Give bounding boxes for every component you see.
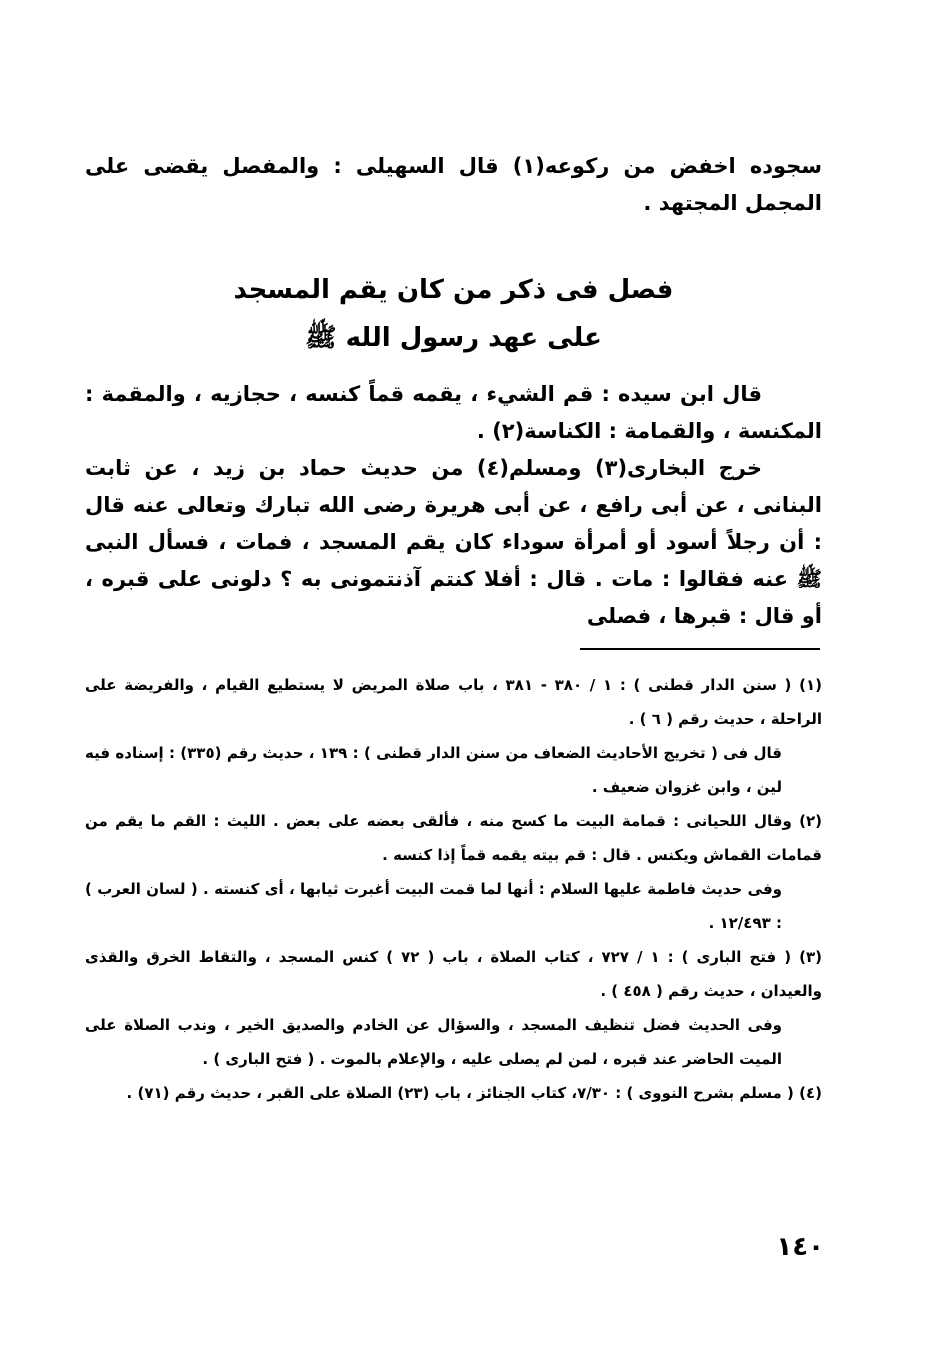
footnote-2-continuation: وفى حديث فاطمة عليها السلام : أنها لما قمت البيت أغبرت ثيابها ، أى كنسته . ( لسان العرب ) : ١٢/٤٩٣ . bbox=[85, 880, 782, 932]
main-text bbox=[85, 148, 822, 635]
footnote-2: (٢) وقال اللحيانى : قمامة البيت ما كسح منه ، فألقى بعضه على بعض . الليث : القم ما يقم من قمامات القماش ويكنس . قال : قم بيته يقمه قماً إذا كنسه . bbox=[85, 812, 822, 864]
paragraph-ibn-sidah: قال ابن سيده : قم الشيء ، يقمه قماً كنسه ، حجازيه ، والمقمة : المكنسة ، والقمامة : الكناسة(٢) . bbox=[85, 382, 822, 443]
paragraph-hadith: خرج البخارى(٣) ومسلم(٤) من حديث حماد بن زيد ، عن ثابت البنانى ، عن أبى رافع ، عن أبى هريرة رضى الله تبارك وتعالى عنه قال : أن رجلاً أسود أو أمرأة سوداء كان يقم المسجد ، فمات ، فسأل النبى ﷺ عنه فقالوا : مات . قال : أفلا كنتم آذنتمونى به ؟ دلونى على قبره ، أو قال : قبرها ، فصلى bbox=[85, 456, 822, 628]
footnote-separator bbox=[580, 648, 820, 650]
footnote-1-continuation: قال فى ( تخريج الأحاديث الضعاف من سنن الدار قطنى ) : ١٣٩ ، حديث رقم (٣٣٥) : إسناده فيه لين ، وابن غزوان ضعيف . bbox=[85, 744, 783, 796]
heading-line-2: على عهد رسول الله ﷺ bbox=[305, 323, 602, 353]
page-number: ١٤٠ bbox=[776, 1232, 824, 1262]
footnotes bbox=[85, 668, 822, 1110]
paragraph-intro: سجوده اخفض من ركوعه(١) قال السهيلى : والمفصل يقضى على المجمل المجتهد . bbox=[85, 154, 823, 215]
footnote-3: (٣) ( فتح البارى ) : ١ / ٧٢٧ ، كتاب الصلاة ، باب ( ٧٢ ) كنس المسجد ، والتقاط الخرق والقذى والعيدان ، حديث رقم ( ٤٥٨ ) . bbox=[85, 948, 822, 1000]
footnote-3-continuation: وفى الحديث فضل تنظيف المسجد ، والسؤال عن الخادم والصديق الخير ، وندب الصلاة على الميت الحاضر عند قبره ، لمن لم يصلى عليه ، والإعلام بالموت . ( فتح البارى ) . bbox=[85, 1016, 782, 1068]
footnote-1: (١) ( سنن الدار قطنى ) : ١ / ٣٨٠ - ٣٨١ ، باب صلاة المريض لا يستطيع القيام ، والفريضة على الراحلة ، حديث رقم ( ٦ ) . bbox=[85, 676, 822, 728]
heading-line-1: فصل فى ذكر من كان يقم المسجد bbox=[233, 275, 674, 305]
section-heading bbox=[85, 266, 822, 362]
footnote-4: (٤) ( مسلم بشرح النووى ) : ٧/٣٠، كتاب الجنائز ، باب (٢٣) الصلاة على القبر ، حديث رقم (٧١) . bbox=[126, 1084, 822, 1102]
